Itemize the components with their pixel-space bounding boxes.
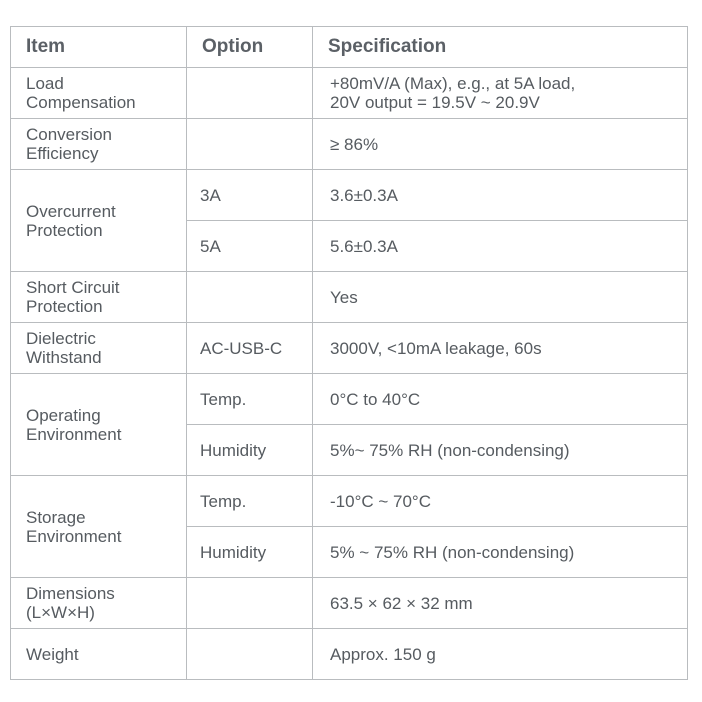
spec-cell: 5% ~ 75% RH (non-condensing) (313, 527, 688, 578)
spec-cell (313, 68, 688, 119)
item-label-line2: Protection (26, 220, 103, 240)
header-specification: Specification (313, 27, 688, 68)
item-cell (11, 119, 187, 170)
table-row-operating-temp (11, 374, 688, 425)
option-cell: 5A (187, 221, 313, 272)
item-label-line2: Protection (26, 297, 103, 316)
item-label-line2: Efficiency (26, 144, 99, 163)
option-cell (187, 578, 313, 629)
item-cell (11, 323, 187, 374)
option-cell (187, 629, 313, 680)
table-row-storage-temp (11, 476, 688, 527)
item-label-line1: Storage (26, 507, 86, 527)
item-label-line1: Short Circuit (26, 278, 120, 297)
item-label-line2: Withstand (26, 348, 102, 367)
spec-cell: 63.5 × 62 × 32 mm (313, 578, 688, 629)
item-label-line2: Compensation (26, 93, 136, 112)
item-label-line1: Operating (26, 405, 101, 425)
spec-cell: 5.6±0.3A (313, 221, 688, 272)
spec-cell: -10°C ~ 70°C (313, 476, 688, 527)
item-label-line2: (L×W×H) (26, 603, 95, 622)
option-cell: 3A (187, 170, 313, 221)
spec-cell: ≥ 86% (313, 119, 688, 170)
header-item: Item (11, 27, 187, 68)
header-option: Option (187, 27, 313, 68)
specification-table (10, 26, 688, 680)
item-label-line1: Dielectric (26, 329, 96, 348)
option-cell: AC-USB-C (187, 323, 313, 374)
spec-cell: 3000V, <10mA leakage, 60s (313, 323, 688, 374)
option-cell (187, 272, 313, 323)
item-cell (11, 272, 187, 323)
table-row-load-compensation (11, 68, 688, 119)
option-cell: Humidity (187, 527, 313, 578)
spec-cell: Approx. 150 g (313, 629, 688, 680)
item-cell: Weight (11, 629, 187, 680)
spec-line2: 20V output = 19.5V ~ 20.9V (330, 93, 540, 112)
option-cell: Temp. (187, 476, 313, 527)
table-row-short-circuit (11, 272, 688, 323)
spec-cell: 3.6±0.3A (313, 170, 688, 221)
spec-cell: 5%~ 75% RH (non-condensing) (313, 425, 688, 476)
item-label-line2: Environment (26, 424, 122, 444)
item-label-line1: Load (26, 74, 64, 93)
table-row-dielectric (11, 323, 688, 374)
item-label-line2: Environment (26, 526, 122, 546)
option-cell (187, 68, 313, 119)
item-cell (11, 170, 187, 272)
table-header-row (11, 27, 688, 68)
item-cell (11, 476, 187, 578)
spec-line1: +80mV/A (Max), e.g., at 5A load, (330, 74, 576, 93)
table-row-overcurrent-3a (11, 170, 688, 221)
spec-cell: Yes (313, 272, 688, 323)
option-cell: Temp. (187, 374, 313, 425)
table-row-weight (11, 629, 688, 680)
item-label-line1: Conversion (26, 125, 112, 144)
item-cell (11, 578, 187, 629)
option-cell: Humidity (187, 425, 313, 476)
item-cell (11, 374, 187, 476)
item-label-line1: Dimensions (26, 584, 115, 603)
option-cell (187, 119, 313, 170)
item-cell (11, 68, 187, 119)
spec-cell: 0°C to 40°C (313, 374, 688, 425)
item-label-line1: Overcurrent (26, 201, 116, 221)
table-row-dimensions (11, 578, 688, 629)
table-row-conversion-efficiency (11, 119, 688, 170)
